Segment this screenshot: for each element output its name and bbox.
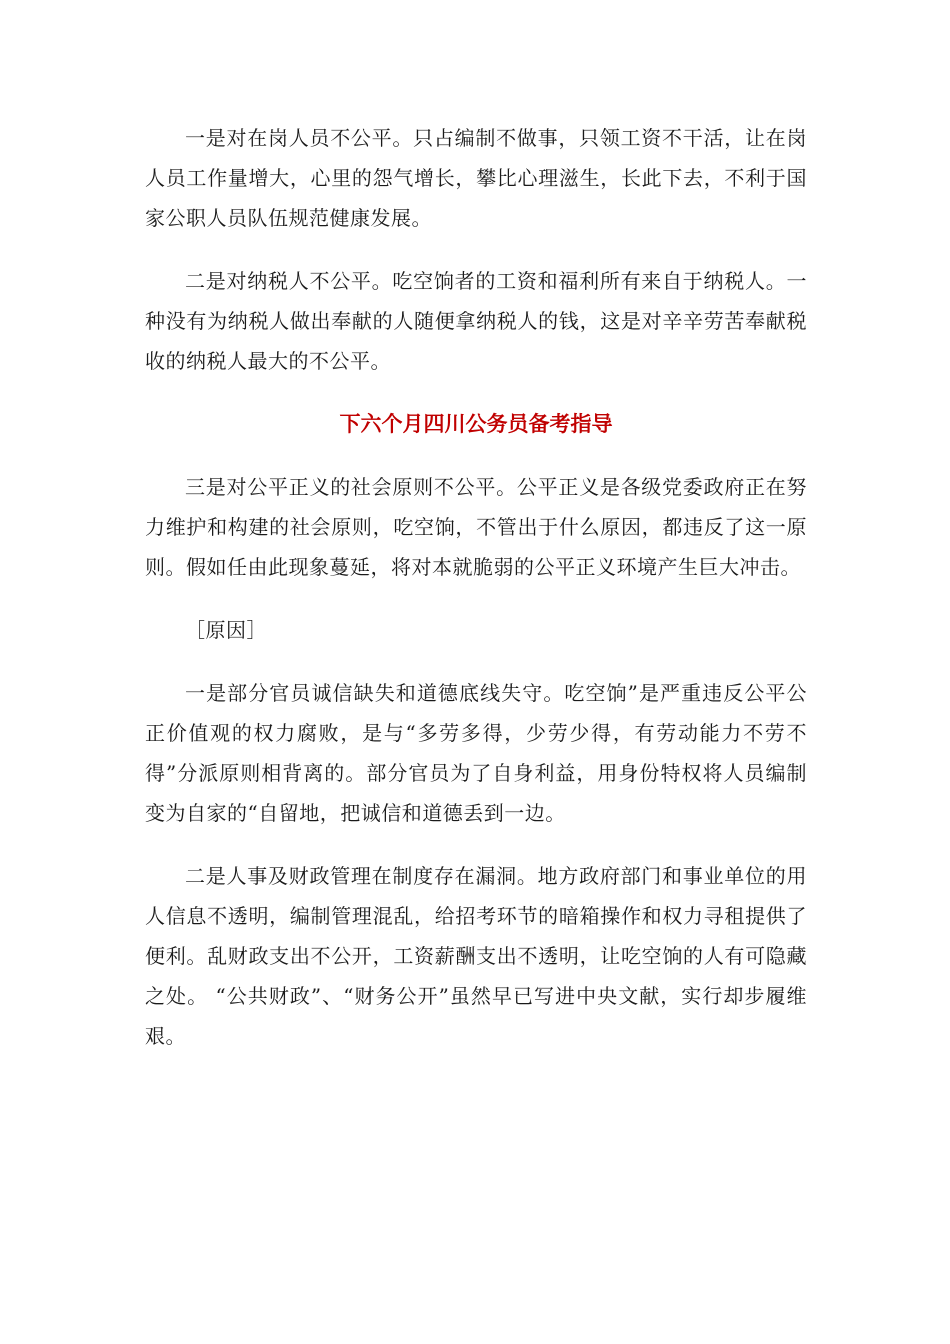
paragraph-unfair-to-taxpayers: 二是对纳税人不公平。吃空饷者的工资和福利所有来自于纳税人。一种没有为纳税人做出奉献的人随便拿纳税人的钱，这是对辛辛劳苦奉献税收的纳税人最大的不公平。 — [145, 269, 807, 373]
paragraph-reason-label: ［原因］ — [185, 618, 267, 642]
paragraph-unfair-to-justice: 三是对公平正义的社会原则不公平。公平正义是各级党委政府正在努力维护和构建的社会原则，吃空饷，不管出于什么原因，都违反了这一原则。假如任由此现象蔓延，将对本就脆弱的公平正义环境产生巨大冲击。 — [145, 475, 807, 579]
section-heading: 下六个月四川公务员备考指导 — [339, 412, 613, 436]
paragraph-reason-integrity: 一是部分官员诚信缺失和道德底线失守。吃空饷”是严重违反公平公正价值观的权力腐败，是与“多劳多得，少劳少得，有劳动能力不劳不得”分派原则相背离的。部分官员为了自身利益，用身份特权将人员编制变为自家的“自留地，把诚信和道德丢到一边。 — [145, 681, 807, 825]
document-body — [145, 118, 807, 1079]
paragraph-reason-management: 二是人事及财政管理在制度存在漏洞。地方政府部门和事业单位的用人信息不透明，编制管理混乱，给招考环节的暗箱操作和权力寻租提供了便利。乱财政支出不公开，工资薪酬支出不透明，让吃空饷的人有可隐藏之处。 “公共财政”、“财务公开”虽然早已写进中央文献，实行却步履维艰。 — [145, 864, 807, 1048]
paragraph-unfair-to-staff: 一是对在岗人员不公平。只占编制不做事，只领工资不干活，让在岗人员工作量增大，心里的怨气增长，攀比心理滋生，长此下去，不利于国家公职人员队伍规范健康发展。 — [145, 126, 807, 230]
